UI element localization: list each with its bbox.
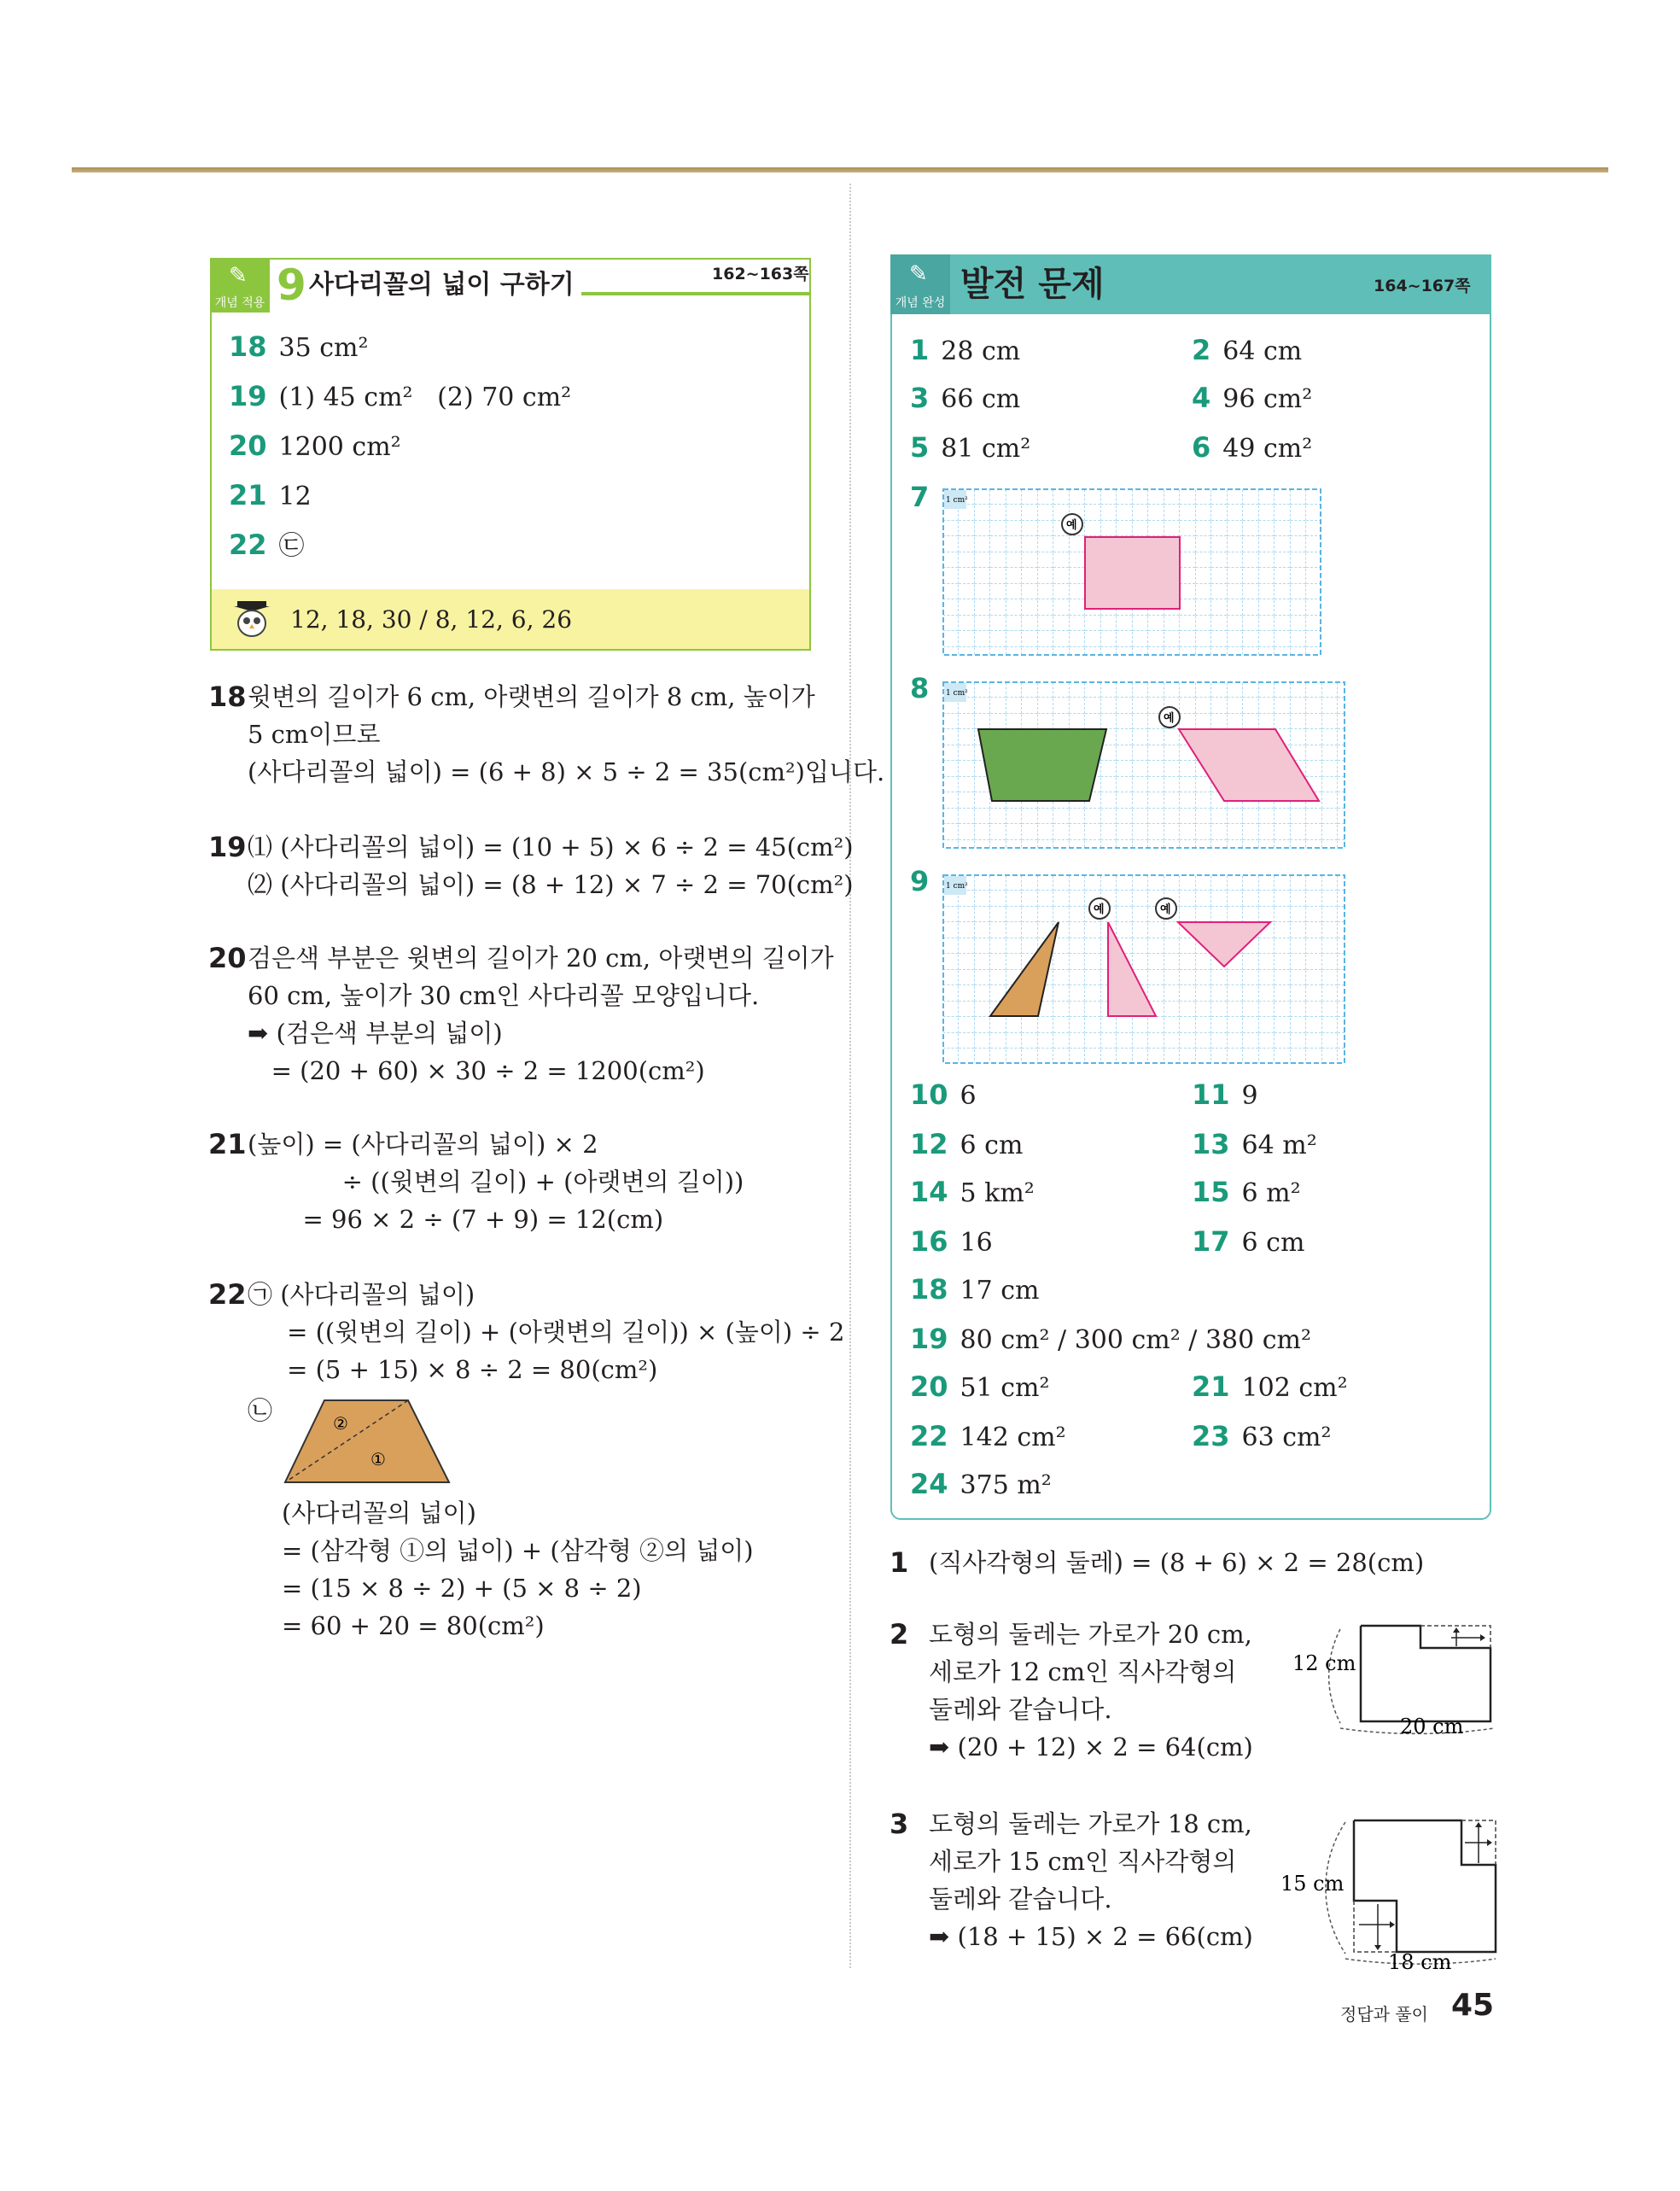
explanation-line: ÷ ((윗변의 길이) + (아랫변의 길이)) — [248, 1167, 744, 1196]
answer-row — [1192, 1419, 1332, 1455]
answer-number: 6 — [1192, 431, 1211, 464]
concept-complete-tag — [890, 254, 950, 314]
answer-text: 35 cm² — [278, 333, 369, 363]
grid-unit-label: 1 cm² — [946, 689, 968, 698]
answer-number: 18 — [229, 330, 267, 363]
answer-number: 5 — [910, 431, 930, 464]
answer-row — [1192, 1127, 1317, 1163]
explanation-line: = 96 × 2 ÷ (7 + 9) = 12(cm) — [248, 1205, 664, 1234]
question-number: 22 — [208, 1278, 247, 1311]
example-mark: 예 — [1160, 903, 1171, 916]
answer-text: 51 cm² — [960, 1373, 1050, 1403]
right-box-header — [890, 254, 1491, 314]
answer-number: 21 — [1192, 1370, 1230, 1403]
question-number: 1 — [890, 1546, 909, 1579]
answer-text: 17 cm — [960, 1276, 1040, 1306]
answer-row — [910, 1175, 1035, 1211]
answer-number: 9 — [910, 865, 930, 897]
answer-number: 1 — [910, 334, 930, 366]
width-label: 18 cm — [1388, 1950, 1452, 1971]
column-divider — [849, 184, 851, 1968]
answer-number: 4 — [1192, 382, 1211, 414]
question-number: 20 — [208, 942, 247, 974]
answer-text: ㉢ — [278, 531, 305, 561]
answer-text: 1200 cm² — [278, 432, 401, 462]
answer-row — [229, 478, 312, 514]
title-underline — [581, 292, 811, 295]
answer-text: 6 cm — [960, 1131, 1024, 1160]
question-number: 19 — [208, 831, 247, 863]
explanation-line: (사다리꼴의 넓이) = (6 + 8) × 5 ÷ 2 = 35(cm²)입니다. — [248, 757, 885, 786]
explanation-line: = (15 × 8 ÷ 2) + (5 × 8 ÷ 2) — [282, 1574, 642, 1603]
answer-text: 6 m² — [1241, 1178, 1301, 1208]
answer-row — [229, 528, 305, 564]
explanation-line: (직사각형의 둘레) = (8 + 6) × 2 = 28(cm) — [929, 1548, 1425, 1577]
answer-number: 2 — [1192, 334, 1211, 366]
answer-number: 10 — [910, 1078, 948, 1111]
explanation-line: 둘레와 같습니다. — [929, 1695, 1112, 1724]
explanation-line: (높이) = (사다리꼴의 넓이) × 2 — [248, 1130, 598, 1159]
answer-number: 3 — [910, 382, 930, 414]
answer-number: 20 — [910, 1370, 948, 1403]
answer-row — [229, 330, 369, 365]
explanation-line: = (5 + 15) × 8 ÷ 2 = 80(cm²) — [248, 1355, 658, 1384]
answer-text: 6 cm — [1241, 1228, 1305, 1258]
answer-row — [910, 381, 1020, 417]
pen-icon: ✎ — [909, 261, 928, 287]
explanation-line: 세로가 12 cm인 직사각형의 — [929, 1657, 1237, 1686]
answer-row — [910, 1127, 1023, 1163]
tag-label: 개념 완성 — [895, 296, 946, 310]
explanation-line: 세로가 15 cm인 직사각형의 — [929, 1847, 1237, 1876]
answer-text: 64 cm — [1222, 336, 1303, 366]
concept-apply-tag — [210, 258, 270, 313]
pen-icon: ✎ — [229, 263, 248, 289]
answer-number: 7 — [910, 481, 930, 513]
answer-text: 375 m² — [960, 1470, 1052, 1500]
answer-number: 16 — [910, 1225, 948, 1258]
answer-row — [1192, 1224, 1304, 1260]
triangle-label-1: ① — [370, 1449, 386, 1469]
explanation-line: = (삼각형 ①의 넓이) + (삼각형 ②의 넓이) — [282, 1536, 754, 1565]
answer-number: 18 — [910, 1273, 948, 1306]
answer-text: 64 m² — [1241, 1131, 1317, 1160]
answer-number: 24 — [910, 1468, 948, 1500]
answer-text: 80 cm² / 300 cm² / 380 cm² — [960, 1325, 1312, 1355]
answer-footer — [212, 589, 809, 649]
answer-row — [910, 1467, 1052, 1503]
perimeter-figure-2 — [1289, 1621, 1502, 1737]
left-box-header — [210, 258, 811, 313]
grid-figure-9 — [942, 874, 1345, 1064]
answer-text: 5 km² — [960, 1178, 1035, 1208]
answer-row — [910, 1224, 993, 1260]
answer-row — [1192, 381, 1312, 417]
answer-number: 19 — [229, 380, 267, 412]
answer-row — [910, 480, 941, 514]
page-number: 45 — [1451, 1988, 1495, 2023]
explanation-line: 5 cm이므로 — [248, 720, 381, 749]
answer-row — [1192, 333, 1302, 369]
footer-answer-text: 12, 18, 30 / 8, 12, 6, 26 — [290, 605, 573, 634]
answer-text: 9 — [1241, 1081, 1258, 1111]
trapezoid-shape — [285, 1400, 449, 1482]
question-number: 18 — [208, 681, 247, 713]
grid-figure-7 — [942, 488, 1321, 656]
explanation-line: ➡ (20 + 12) × 2 = 64(cm) — [929, 1732, 1253, 1762]
answer-row — [910, 1272, 1040, 1308]
answer-text: 6 — [960, 1081, 977, 1111]
question-number: 21 — [208, 1128, 247, 1160]
grid-figure-8 — [942, 681, 1345, 849]
explanation-line: ➡ (18 + 15) × 2 = 66(cm) — [929, 1922, 1253, 1951]
grid-unit-label: 1 cm² — [946, 496, 968, 505]
answer-number: 19 — [910, 1323, 948, 1355]
answer-row — [910, 333, 1020, 369]
answer-row — [910, 1419, 1066, 1455]
explanation-line: 검은색 부분은 윗변의 길이가 20 cm, 아랫변의 길이가 — [248, 944, 834, 973]
tag-label: 개념 적용 — [214, 296, 265, 310]
answer-number: 15 — [1192, 1176, 1230, 1208]
explanation-line: 둘레와 같습니다. — [929, 1884, 1112, 1913]
answer-text: 142 cm² — [960, 1423, 1066, 1452]
answer-row — [1192, 430, 1312, 466]
answer-text: (1) 45 cm² (2) 70 cm² — [278, 383, 572, 412]
parallelogram-given — [978, 729, 1106, 801]
triangle-label-2: ② — [333, 1413, 348, 1434]
answer-text: 66 cm — [941, 384, 1021, 414]
explanation-line: ➡ (검은색 부분의 넓이) — [248, 1019, 503, 1048]
example-mark: 예 — [1094, 903, 1105, 916]
circle-label-b: ㉡ — [248, 1396, 273, 1425]
answer-number: 20 — [229, 429, 267, 462]
answer-text: 81 cm² — [941, 434, 1031, 464]
explanation-line: 도형의 둘레는 가로가 20 cm, — [929, 1620, 1252, 1649]
owl-mascot-icon — [230, 599, 273, 639]
perimeter-figure-3 — [1277, 1815, 1504, 1971]
height-label: 15 cm — [1280, 1872, 1345, 1896]
answer-text: 63 cm² — [1241, 1423, 1332, 1452]
answer-row — [910, 864, 941, 898]
answer-text: 96 cm² — [1222, 384, 1313, 414]
explanation-line: ⑵ (사다리꼴의 넓이) = (8 + 12) × 7 ÷ 2 = 70(cm²) — [248, 870, 854, 899]
answer-number: 22 — [910, 1420, 948, 1452]
answer-row — [229, 429, 401, 464]
answer-number: 14 — [910, 1176, 948, 1208]
rectangle-shape — [1085, 537, 1180, 609]
answer-text: 12 — [278, 482, 312, 511]
example-mark: 예 — [1066, 519, 1077, 532]
answer-row — [910, 1078, 977, 1113]
answer-row — [1192, 1175, 1301, 1211]
page-range: 164~167쪽 — [1374, 277, 1471, 295]
answer-text: 102 cm² — [1241, 1373, 1348, 1403]
answer-row — [229, 379, 571, 415]
answer-number: 21 — [229, 479, 267, 511]
explanation-line: = (20 + 60) × 30 ÷ 2 = 1200(cm²) — [248, 1056, 705, 1085]
answer-number: 23 — [1192, 1420, 1230, 1452]
answer-row — [910, 430, 1030, 466]
answer-number: 8 — [910, 672, 930, 704]
grid-unit-label: 1 cm² — [946, 882, 968, 891]
explanation-line: = ((윗변의 길이) + (아랫변의 길이)) × (높이) ÷ 2 — [248, 1318, 845, 1347]
answer-text: 16 — [960, 1228, 993, 1258]
right-title: 발전 문제 — [960, 265, 1105, 304]
question-number: 2 — [890, 1618, 909, 1651]
explanation-line: (사다리꼴의 넓이) — [282, 1499, 476, 1528]
answer-number: 22 — [229, 529, 267, 561]
answer-number: 11 — [1192, 1078, 1230, 1111]
top-rule — [72, 167, 1608, 172]
width-label: 20 cm — [1400, 1715, 1464, 1737]
answer-text: 28 cm — [941, 336, 1021, 366]
page-range: 162~163쪽 — [712, 265, 809, 283]
answer-row — [910, 1370, 1050, 1405]
explanation-line: 윗변의 길이가 6 cm, 아랫변의 길이가 8 cm, 높이가 — [248, 682, 815, 711]
left-answer-box — [210, 258, 811, 651]
answer-number: 12 — [910, 1128, 948, 1160]
explanation-line: ⑴ (사다리꼴의 넓이) = (10 + 5) × 6 ÷ 2 = 45(cm²) — [248, 833, 854, 862]
question-number: 3 — [890, 1808, 909, 1840]
explanation-line: 60 cm, 높이가 30 cm인 사다리꼴 모양입니다. — [248, 981, 760, 1010]
answer-row — [910, 671, 941, 705]
height-label: 12 cm — [1292, 1651, 1356, 1675]
explanation-line: = 60 + 20 = 80(cm²) — [282, 1611, 545, 1640]
trapezoid-figure — [282, 1397, 452, 1486]
section-number: 9 — [277, 260, 306, 310]
footer-label: 정답과 풀이 — [1340, 2004, 1428, 2024]
answer-row — [910, 1322, 1311, 1358]
answer-row — [1192, 1370, 1348, 1405]
explanation-line: 도형의 둘레는 가로가 18 cm, — [929, 1809, 1252, 1838]
section-title: 사다리꼴의 넓이 구하기 — [309, 270, 575, 300]
answer-row — [1192, 1078, 1258, 1113]
answer-text: 49 cm² — [1222, 434, 1313, 464]
answer-number: 13 — [1192, 1128, 1230, 1160]
answer-number: 17 — [1192, 1225, 1230, 1258]
explanation-line: ㉠ (사다리꼴의 넓이) — [248, 1280, 475, 1309]
example-mark: 예 — [1164, 712, 1175, 725]
